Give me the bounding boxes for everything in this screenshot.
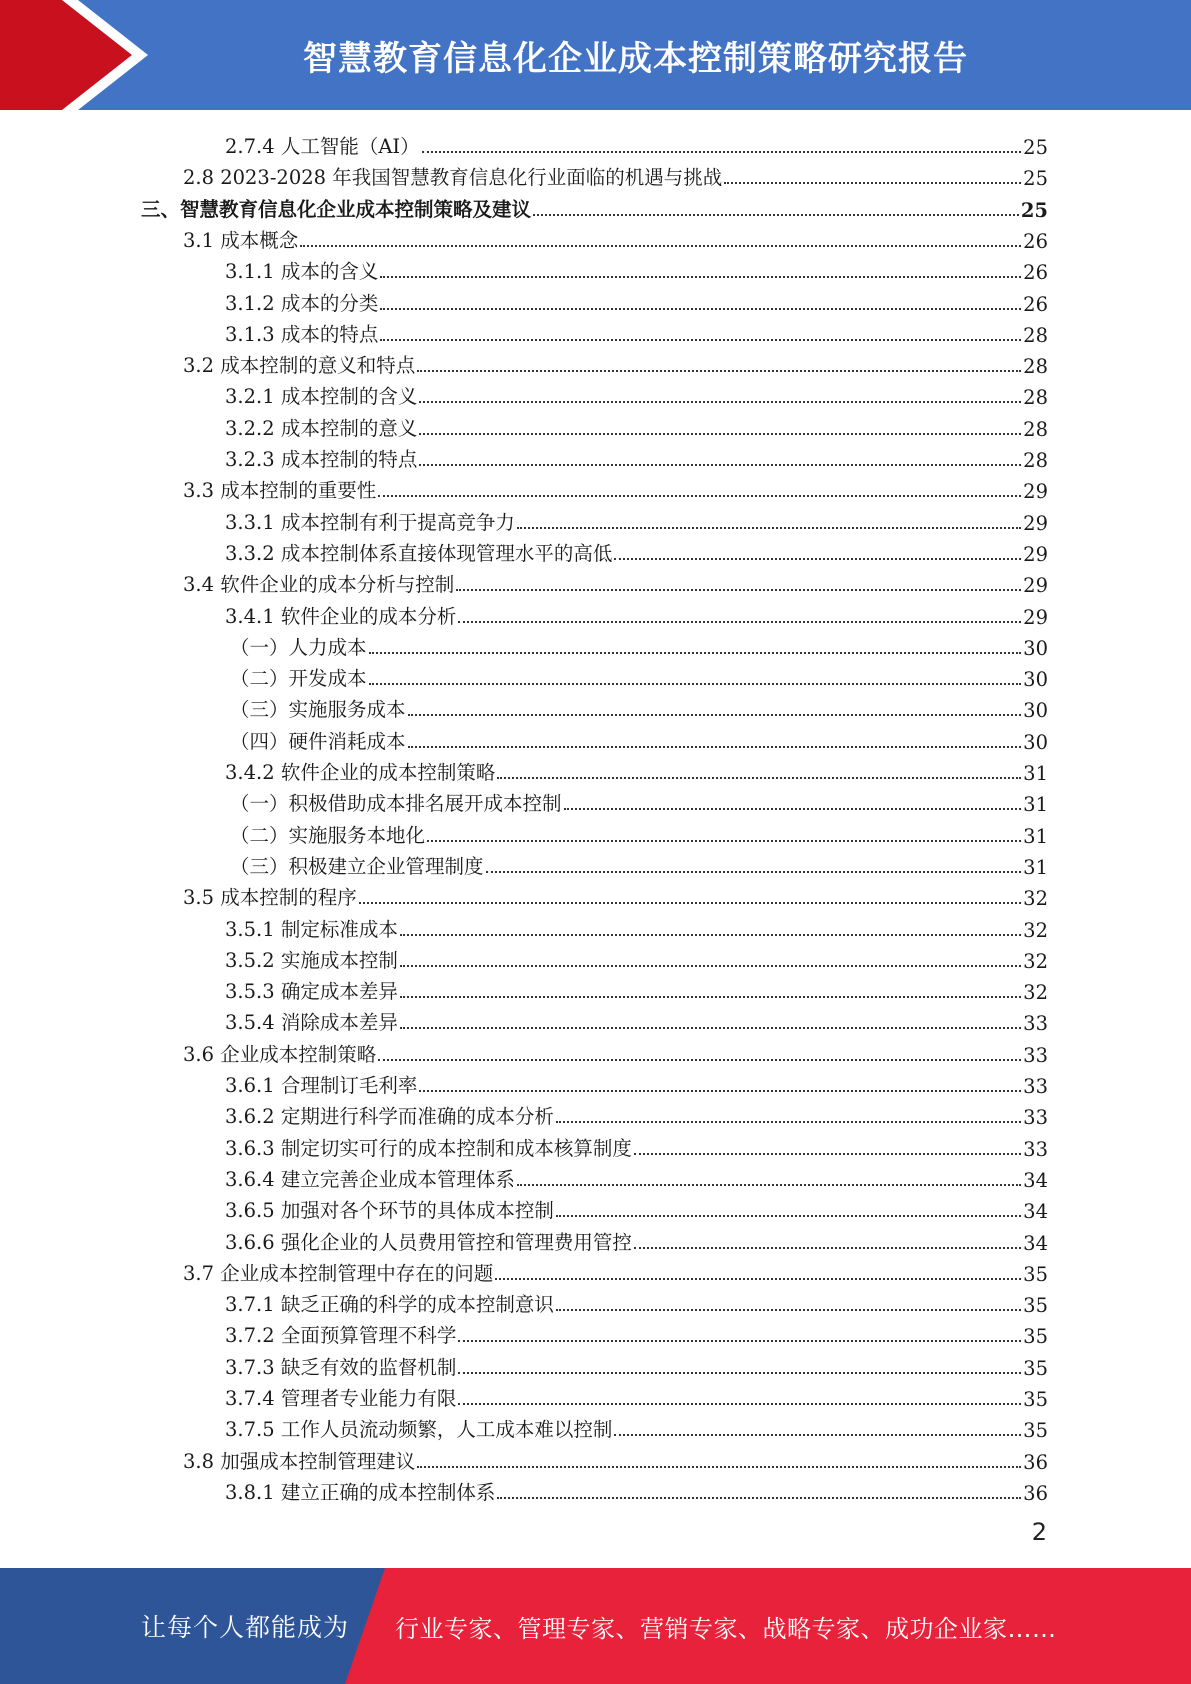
footer-slogan-left: 让每个人都能成为: [140, 1613, 349, 1642]
toc-entry[interactable]: [225, 1067, 1048, 1098]
toc-entry-page: 29: [1023, 511, 1048, 535]
toc-dot-leader: [417, 1466, 1021, 1468]
toc-entry-page: 28: [1023, 449, 1048, 472]
toc-dot-leader: [427, 840, 1021, 842]
toc-dot-leader: [517, 1184, 1021, 1186]
toc-entry[interactable]: [225, 316, 1048, 347]
toc-entry-title: （一）人力成本: [230, 635, 367, 659]
toc-entry-page: 36: [1023, 1481, 1048, 1505]
page-header: [0, 0, 1191, 110]
toc-dot-leader: [380, 308, 1021, 310]
header-arrow-decoration: [0, 0, 160, 110]
toc-entry[interactable]: [225, 441, 1048, 472]
toc-entry-page: 33: [1023, 1043, 1048, 1067]
toc-entry-title: （三）实施服务成本: [230, 698, 406, 722]
toc-entry-page: 26: [1023, 292, 1048, 316]
toc-dot-leader: [556, 1215, 1021, 1217]
toc-entry-title: 3.6.1 合理制订毛利率: [225, 1074, 418, 1097]
toc-entry-title: 3.3.1 成本控制有利于提高竞争力: [225, 510, 515, 534]
toc-entry[interactable]: [230, 848, 1048, 879]
toc-entry-page: 26: [1023, 229, 1048, 253]
toc-entry-title: 3.5.4 消除成本差异: [225, 1011, 398, 1035]
page-footer: [0, 1568, 1191, 1684]
toc-entry-title: 三、智慧教育信息化企业成本控制策略及建议: [141, 197, 532, 221]
toc-entry[interactable]: [230, 785, 1048, 816]
toc-entry-page: 34: [1023, 1231, 1048, 1255]
document-title: 智慧教育信息化企业成本控制策略研究报告: [303, 38, 968, 79]
toc-entry-page: 29: [1023, 605, 1048, 629]
toc-entry-page: 29: [1023, 480, 1048, 504]
footer-slogan-right: 行业专家、管理专家、营销专家、战略专家、成功企业家……: [395, 1614, 1057, 1643]
toc-entry[interactable]: [183, 159, 1048, 190]
toc-entry-title: 3.4.1 软件企业的成本分析: [225, 604, 457, 628]
toc-entry[interactable]: [225, 1317, 1048, 1348]
toc-entry-title: （四）硬件消耗成本: [230, 729, 406, 753]
toc-entry[interactable]: [225, 942, 1048, 973]
toc-entry[interactable]: [183, 1443, 1048, 1474]
toc-dot-leader: [517, 527, 1021, 529]
toc-entry[interactable]: [225, 535, 1048, 566]
toc-dot-leader: [634, 1247, 1021, 1249]
toc-entry-page: 34: [1023, 1200, 1048, 1224]
toc-entry-title: 3.6 企业成本控制策略: [183, 1042, 377, 1066]
toc-dot-leader: [300, 245, 1021, 247]
toc-entry-title: 3.2.3 成本控制的特点: [225, 448, 418, 471]
toc-entry-page: 35: [1023, 1388, 1048, 1411]
toc-dot-leader: [400, 965, 1021, 967]
toc-entry[interactable]: [225, 598, 1048, 629]
toc-entry-title: 3.4 软件企业的成本分析与控制: [183, 573, 455, 597]
toc-entry-page: 30: [1023, 636, 1048, 660]
toc-entry[interactable]: [183, 1255, 1048, 1286]
toc-dot-leader: [408, 714, 1022, 716]
toc-entry-title: 3.1.2 成本的分类: [225, 291, 379, 315]
toc-dot-leader: [359, 902, 1021, 904]
toc-entry-title: 3.6.2 定期进行科学而准确的成本分析: [225, 1105, 554, 1129]
toc-dot-leader: [419, 464, 1021, 466]
toc-dot-leader: [458, 1372, 1021, 1374]
toc-entry-title: 3.7.3 缺乏有效的监督机制: [225, 1355, 457, 1379]
toc-dot-leader: [458, 1340, 1021, 1342]
toc-entry[interactable]: [225, 1098, 1048, 1129]
toc-entry-page: 35: [1023, 1419, 1048, 1443]
toc-dot-leader: [369, 683, 1022, 685]
toc-entry-page: 36: [1023, 1450, 1048, 1474]
toc-entry-page: 25: [1023, 167, 1048, 191]
toc-dot-leader: [400, 996, 1021, 998]
toc-entry-title: 3.5 成本控制的程序: [183, 886, 357, 910]
toc-entry-title: （三）积极建立企业管理制度: [230, 854, 484, 878]
toc-entry-title: 3.6.4 建立完善企业成本管理体系: [225, 1167, 515, 1191]
toc-entry[interactable]: [225, 378, 1048, 409]
toc-entry-title: 3.3.2 成本控制体系直接体现管理水平的高低: [225, 541, 613, 565]
toc-entry-page: 31: [1023, 824, 1048, 848]
toc-dot-leader: [380, 339, 1021, 341]
toc-entry[interactable]: [225, 128, 1048, 159]
toc-dot-leader: [458, 1403, 1021, 1405]
toc-entry-page: 29: [1023, 542, 1048, 566]
toc-entry[interactable]: [183, 879, 1048, 910]
toc-dot-leader: [419, 433, 1021, 435]
toc-entry-page: 35: [1023, 1356, 1048, 1380]
toc-dot-leader: [417, 370, 1021, 372]
toc-entry[interactable]: [141, 191, 1048, 222]
toc-entry[interactable]: [183, 1036, 1048, 1067]
toc-dot-leader: [724, 182, 1021, 184]
page-number: 2: [1031, 1518, 1047, 1546]
toc-dot-leader: [369, 652, 1022, 654]
toc-entry-page: 35: [1023, 1262, 1048, 1286]
toc-entry-page: 26: [1023, 261, 1048, 285]
toc-entry[interactable]: [183, 222, 1048, 253]
toc-dot-leader: [422, 151, 1022, 153]
toc-entry-page: 25: [1020, 198, 1048, 222]
toc-entry-page: 32: [1023, 918, 1048, 942]
toc-entry-title: 3.2.1 成本控制的含义: [225, 385, 418, 409]
toc-entry-page: 33: [1023, 1012, 1048, 1036]
toc-entry-page: 28: [1023, 417, 1048, 441]
toc-entry-page: 32: [1023, 887, 1048, 911]
toc-entry-title: 3.7.2 全面预算管理不科学: [225, 1324, 457, 1348]
toc-entry-title: 3.5.3 确定成本差异: [225, 980, 398, 1004]
toc-dot-leader: [419, 401, 1021, 403]
toc-entry[interactable]: [225, 1474, 1048, 1505]
toc-entry[interactable]: [225, 410, 1048, 441]
toc-entry-page: 30: [1023, 699, 1048, 723]
toc-entry-title: 2.8 2023-2028 年我国智慧教育信息化行业面临的机遇与挑战: [183, 166, 723, 190]
toc-entry[interactable]: [225, 1161, 1048, 1192]
toc-entry-page: 32: [1023, 981, 1048, 1005]
toc-dot-leader: [378, 495, 1021, 497]
toc-entry-page: 35: [1023, 1325, 1048, 1349]
toc-entry[interactable]: [230, 817, 1048, 848]
toc-dot-leader: [556, 1309, 1021, 1311]
toc-entry[interactable]: [183, 472, 1048, 503]
toc-dot-leader: [419, 1090, 1021, 1092]
toc-entry-title: 3.7 企业成本控制管理中存在的问题: [183, 1261, 494, 1285]
toc-entry[interactable]: [230, 629, 1048, 660]
toc-entry[interactable]: [225, 285, 1048, 316]
toc-dot-leader: [378, 1059, 1021, 1061]
toc-entry-page: 30: [1023, 730, 1048, 754]
toc-entry-title: （一）积极借助成本排名展开成本控制: [230, 792, 562, 816]
toc-entry-page: 32: [1023, 949, 1048, 973]
toc-dot-leader: [634, 1153, 1021, 1155]
toc-entry[interactable]: [230, 723, 1048, 754]
toc-dot-leader: [533, 214, 1019, 216]
toc-dot-leader: [614, 1434, 1021, 1436]
toc-entry-page: 31: [1023, 793, 1048, 817]
toc-entry-page: 34: [1023, 1168, 1048, 1192]
toc-entry-page: 33: [1023, 1075, 1048, 1098]
toc-entry-title: 3.2.2 成本控制的意义: [225, 416, 418, 440]
toc-entry[interactable]: [225, 1004, 1048, 1035]
toc-dot-leader: [456, 589, 1021, 591]
toc-entry-title: 3.7.1 缺乏正确的科学的成本控制意识: [225, 1293, 554, 1317]
toc-entry-title: （二）开发成本: [230, 667, 367, 691]
toc-entry-page: 25: [1023, 136, 1048, 159]
toc-entry[interactable]: [225, 1130, 1048, 1161]
toc-entry-title: 3.5.2 实施成本控制: [225, 948, 398, 972]
toc-entry-page: 30: [1023, 668, 1048, 692]
toc-entry-page: 28: [1023, 323, 1048, 347]
toc-dot-leader: [497, 1497, 1021, 1499]
toc-entry-title: 3.1 成本概念: [183, 228, 299, 252]
toc-dot-leader: [495, 1278, 1021, 1280]
toc-dot-leader: [556, 1121, 1021, 1123]
toc-dot-leader: [408, 746, 1022, 748]
toc-entry-title: 3.8 加强成本控制管理建议: [183, 1449, 416, 1473]
toc-dot-leader: [497, 777, 1021, 779]
toc-entry-title: 3.5.1 制定标准成本: [225, 917, 398, 941]
toc-dot-leader: [400, 1027, 1021, 1029]
toc-dot-leader: [400, 934, 1021, 936]
toc-entry[interactable]: [225, 253, 1048, 284]
toc-entry[interactable]: [225, 973, 1048, 1004]
toc-entry[interactable]: [225, 1192, 1048, 1223]
toc-entry-title: 3.7.4 管理者专业能力有限: [225, 1387, 457, 1410]
toc-entry-title: （二）实施服务本地化: [230, 823, 426, 847]
toc-entry[interactable]: [230, 691, 1048, 722]
toc-entry[interactable]: [225, 1286, 1048, 1317]
toc-entry[interactable]: [225, 504, 1048, 535]
toc-entry[interactable]: [225, 1224, 1048, 1255]
toc-entry[interactable]: [183, 566, 1048, 597]
toc-dot-leader: [380, 276, 1021, 278]
toc-entry-title: 3.1.3 成本的特点: [225, 322, 379, 346]
toc-dot-leader: [486, 871, 1022, 873]
toc-entry-title: 2.7.4 人工智能（AI）: [225, 135, 420, 158]
toc-entry[interactable]: [225, 911, 1048, 942]
toc-entry-title: 3.6.3 制定切实可行的成本控制和成本核算制度: [225, 1136, 632, 1160]
toc-entry[interactable]: [225, 1380, 1048, 1411]
toc-entry-page: 28: [1023, 355, 1048, 379]
toc-entry-title: 3.4.2 软件企业的成本控制策略: [225, 761, 496, 784]
toc-entry-title: 3.6.6 强化企业的人员费用管控和管理费用管控: [225, 1230, 632, 1254]
toc-entry-page: 28: [1023, 386, 1048, 410]
toc-dot-leader: [614, 558, 1021, 560]
toc-entry[interactable]: [225, 754, 1048, 785]
toc-entry[interactable]: [183, 347, 1048, 378]
toc-entry-page: 35: [1023, 1294, 1048, 1318]
toc-entry-page: 31: [1023, 762, 1048, 785]
toc-entry-page: 29: [1023, 574, 1048, 598]
toc-entry-title: 3.3 成本控制的重要性: [183, 479, 377, 503]
toc-entry-title: 3.2 成本控制的意义和特点: [183, 354, 416, 378]
toc-entry[interactable]: [225, 1349, 1048, 1380]
toc-entry[interactable]: [230, 660, 1048, 691]
toc-entry-page: 33: [1023, 1106, 1048, 1130]
toc-entry-title: 3.6.5 加强对各个环节的具体成本控制: [225, 1199, 554, 1223]
toc-entry-title: 3.7.5 工作人员流动频繁，人工成本难以控制: [225, 1418, 613, 1442]
toc-entry-title: 3.8.1 建立正确的成本控制体系: [225, 1480, 496, 1504]
toc-entry-page: 33: [1023, 1137, 1048, 1161]
toc-dot-leader: [458, 621, 1021, 623]
toc-entry-page: 31: [1023, 855, 1048, 879]
toc-dot-leader: [564, 808, 1022, 810]
toc-entry[interactable]: [225, 1411, 1048, 1442]
toc-entry-title: 3.1.1 成本的含义: [225, 260, 379, 284]
